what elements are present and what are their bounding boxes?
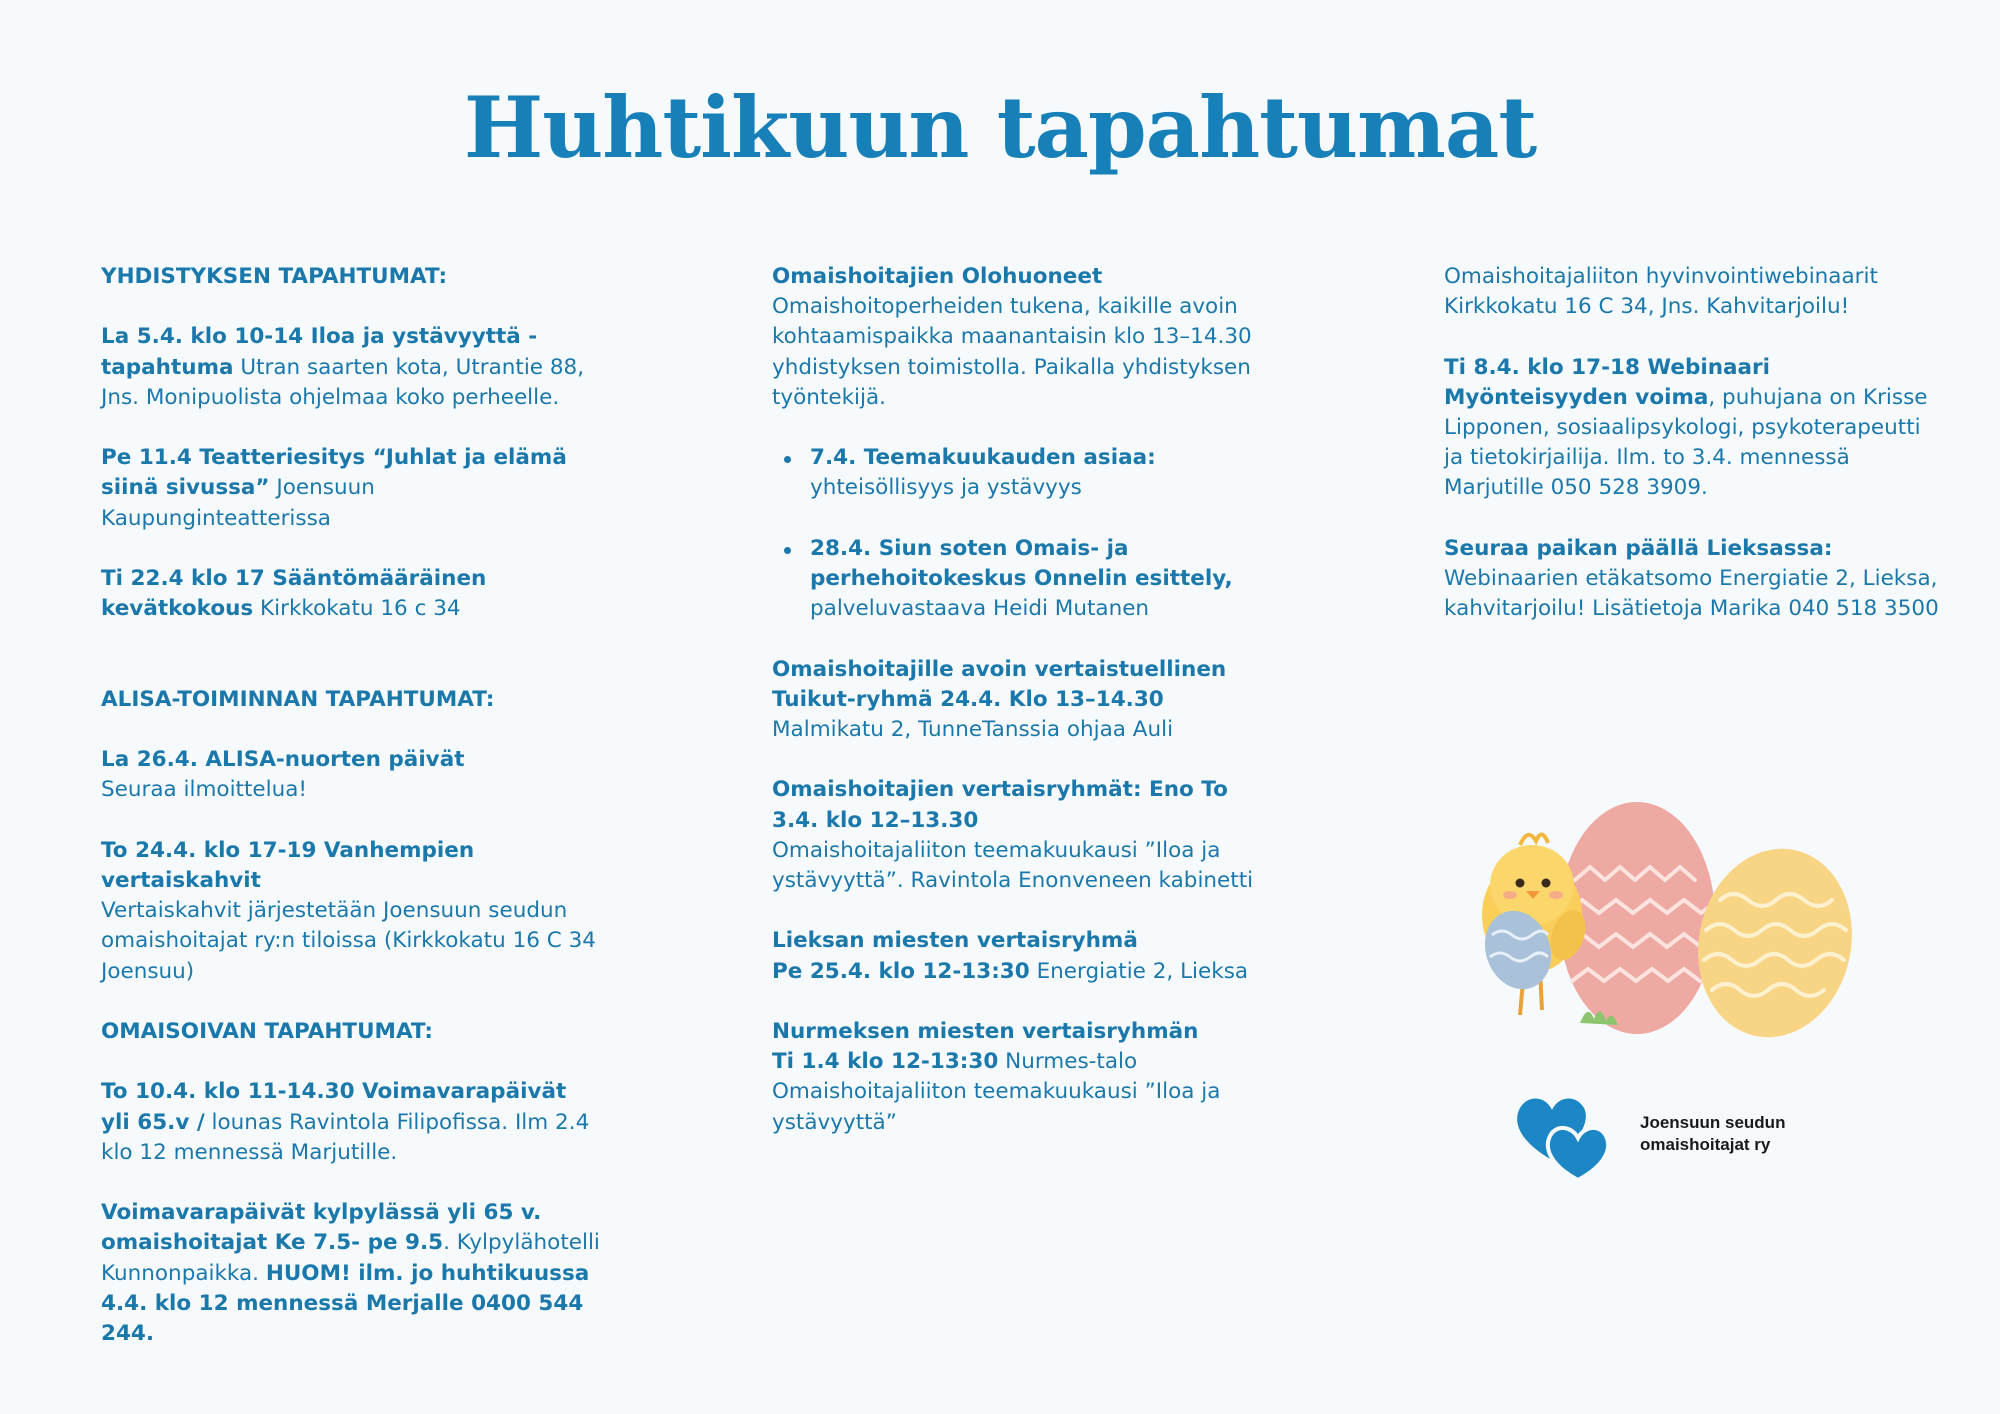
- page-title: Huhtikuun tapahtumat: [463, 78, 1537, 177]
- section-header-association: YHDISTYKSEN TAPAHTUMAT:: [101, 264, 448, 289]
- event-vanhempien-vertaiskahvit: To 24.4. klo 17-19 Vanhempien vertaiskahvit Vertaiskahvit järjestetään Joensuun seudun omaishoitajat ry:n tiloissa (Kirkkokatu 16 C 34 Joensuu): [101, 837, 596, 984]
- event-alisa-nuorten-paivat: La 26.4. ALISA-nuorten päivät Seuraa ilmoittelua!: [101, 747, 465, 803]
- event-vertaisryhmat-eno: Omaishoitajien vertaisryhmät: Eno To 3.4. klo 12–13.30 Omaishoitajaliiton teemakuukausi ”Iloa ja ystävyyttä”. Ravintola Enonveneen kabinetti: [772, 777, 1254, 893]
- event-lieksa-etakatsomo: Seuraa paikan päällä Lieksassa: Webinaarien etäkatsomo Energiatie 2, Lieksa, kahvitarjoilu! Lisätietoja Marika 040 518 3500: [1444, 535, 1939, 622]
- event-teatteriesitys: Pe 11.4 Teatteriesitys “Juhlat ja elämä siinä sivussa” Joensuun Kaupunginteatterissa: [101, 445, 567, 531]
- logo-text: Joensuun seudun omaishoitajat ry: [1640, 1113, 1786, 1154]
- event-lieksa-miesten: Lieksan miesten vertaisryhmä Pe 25.4. klo 12-13:30 Energiatie 2, Lieksa: [772, 928, 1249, 984]
- event-tuikut-ryhma: Omaishoitajille avoin vertaistuellinen Tuikut-ryhmä 24.4. Klo 13–14.30 Malmikatu 2, TunneTanssia ohjaa Auli: [772, 656, 1227, 742]
- heart-logo-icon: [1510, 1090, 1630, 1185]
- event-voimavarapaivat-kylpyla: Voimavarapäivät kylpylässä yli 65 v. omaishoitajat Ke 7.5- pe 9.5. Kylpylähotelli Kunnonpaikka. HUOM! ilm. jo huhtikuussa 4.4. klo 12 mennessä Merjalle 0400 544 244.: [101, 1200, 600, 1346]
- event-iloa-ja-ystavyytta: La 5.4. klo 10-14 Iloa ja ystävyyttä -tapahtuma Utran saarten kota, Utrantie 88, Jns. Monipuolista ohjelmaa koko perheelle.: [101, 324, 585, 410]
- event-webinaari-myonteisyys: Ti 8.4. klo 17-18 Webinaari Myönteisyyden voima, puhujana on Krisse Lipponen, sosiaalipsykologi, psykoterapeutti ja tietokirjailija. Ilm. to 3.4. mennessä Marjutille 050 528 3909.: [1444, 354, 1928, 501]
- easter-chick-eggs-illustration: [1480, 795, 1860, 1040]
- event-nurmes-miesten: Nurmeksen miesten vertaisryhmän Ti 1.4 klo 12-13:30 Nurmes-talo Omaishoitajaliiton teemakuukausi ”Iloa ja ystävyyttä”: [772, 1018, 1221, 1135]
- association-logo: [1510, 1090, 1790, 1190]
- event-voimavarapaivat: To 10.4. klo 11-14.30 Voimavarapäivät yli 65.v / lounas Ravintola Filipofissa. Ilm 2.4 klo 12 mennessä Marjutille.: [101, 1079, 590, 1165]
- section-header-alisa: ALISA-TOIMINNAN TAPAHTUMAT:: [101, 686, 495, 712]
- webinar-intro: Omaishoitajaliiton hyvinvointiwebinaarit Kirkkokatu 16 C 34, Jns. Kahvitarjoilu!: [1444, 264, 1878, 320]
- event-kevatkokous: Ti 22.4 klo 17 Sääntömääräinen kevätkokous Kirkkokatu 16 c 34: [101, 565, 487, 622]
- event-olohuoneet: Omaishoitajien Olohuoneet Omaishoitoperheiden tukena, kaikille avoin kohtaamispaikka maanantaisin klo 13–14.30 yhdistyksen toimistolla. Paikalla yhdistyksen työntekijä.: [772, 264, 1252, 410]
- column-association-events: [101, 262, 601, 1379]
- column-webinaarit: [1444, 262, 1944, 655]
- column-olohuoneet: [772, 262, 1272, 1168]
- section-header-omaisoiva: OMAISOIVAN TAPAHTUMAT:: [101, 1018, 434, 1044]
- bullet-teemakuukausi: 7.4. Teemakuukauden asiaa: yhteisöllisyys ja ystävyys: [772, 443, 1272, 503]
- bullet-onnelin-esittely: 28.4. Siun soten Omais- ja perhehoitokeskus Onnelin esittely, palveluvastaava Heidi Mutanen: [772, 534, 1272, 625]
